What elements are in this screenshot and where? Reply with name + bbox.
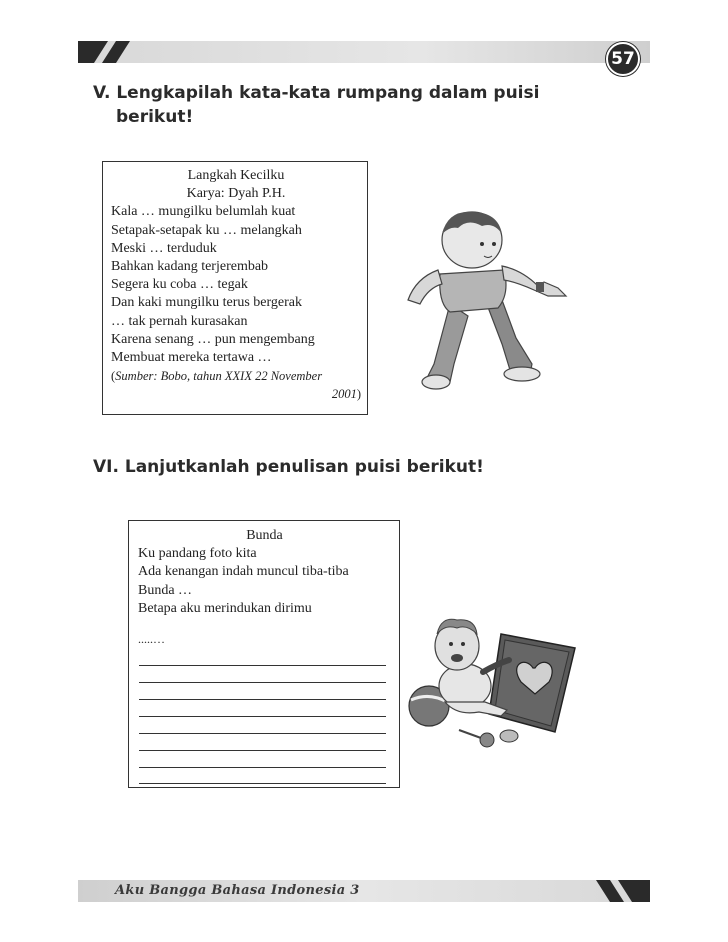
poem-1-line: Dan kaki mungilku terus bergerak (111, 295, 303, 311)
page-number: 57 (606, 42, 640, 76)
writing-line[interactable] (139, 716, 386, 717)
poem-2-title: Bunda (246, 528, 283, 543)
poem-1-author: Karya: Dyah P.H. (186, 186, 286, 202)
writing-line[interactable] (139, 682, 386, 683)
poem-2-box (128, 520, 400, 788)
writing-line[interactable] (139, 783, 386, 784)
footer-book-title: Aku Bangga Bahasa Indonesia 3 (115, 883, 360, 898)
poem-2-continuation: .....… (138, 632, 165, 647)
footer-stripes-decoration (590, 880, 650, 902)
poem-1-line: Setapak-setapak ku … melangkah (111, 222, 302, 238)
poem-2-line: Betapa aku merindukan dirimu (138, 600, 312, 616)
writing-line[interactable] (139, 665, 386, 666)
writing-line[interactable] (139, 699, 386, 700)
poem-2-line: Ku pandang foto kita (138, 546, 257, 562)
poem-2-line: Ada kenangan indah muncul tiba-tiba (138, 564, 349, 580)
poem-1-line: Membuat mereka tertawa … (111, 350, 272, 366)
poem-1-line: … tak pernah kurasakan (111, 313, 248, 329)
header-bar (78, 41, 650, 63)
poem-2-line: Bunda … (138, 582, 193, 598)
poem-1-line: Kala … mungilku belumlah kuat (111, 204, 296, 220)
poem-1-line: Karena senang … pun mengembang (111, 331, 315, 347)
poem-1-source-year: 2001) (331, 387, 361, 402)
poem-1-line: Meski … terduduk (111, 240, 217, 256)
poem-1-line: Segera ku coba … tegak (111, 277, 248, 293)
poem-1-line: Bahkan kadang terjerembab (111, 259, 269, 275)
writing-line[interactable] (139, 750, 386, 751)
section-5-title (93, 81, 539, 129)
header-stripes-decoration (78, 41, 158, 63)
poem-1-box (102, 161, 368, 415)
poem-1-source-text: Sumber: Bobo, tahun XXIX 22 November (115, 369, 323, 384)
section-6-title: VI. Lanjutkanlah penulisan puisi berikut! (93, 457, 484, 477)
section-5-title-line2: berikut! (116, 107, 194, 127)
toddler-walking-illustration (398, 204, 574, 394)
writing-line[interactable] (139, 767, 386, 768)
section-5-title-line1: V. Lengkapilah kata-kata rumpang dalam puisi (93, 83, 540, 103)
writing-line[interactable] (139, 733, 386, 734)
poem-1-title: Langkah Kecilku (187, 168, 285, 183)
poem-1-source: (Sumber: Bobo, tahun XXIX 22 November (111, 369, 323, 384)
baby-with-album-illustration (405, 612, 587, 752)
